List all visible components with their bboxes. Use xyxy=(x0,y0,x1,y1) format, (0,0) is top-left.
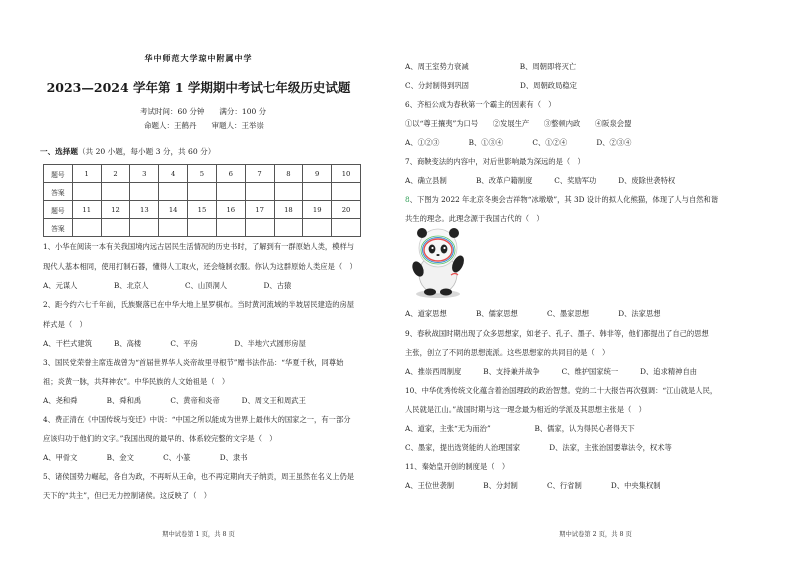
question-line: 天下的“共主”，但已无力控制诸侯。这反映了（ ） xyxy=(43,491,211,500)
answer-cell[interactable] xyxy=(159,219,188,237)
option-line: A、推崇西周制度 B、支持兼并战争 C、维护国家统一 D、追求精神自由 xyxy=(405,367,698,376)
option-line: C、墨家，提出选贤能的人治理国家 D、法家，主张治国要靠法令，权术等 xyxy=(405,443,672,452)
option-line: A、元谋人 B、北京人 C、山顶洞人 D、古猿 xyxy=(43,281,292,290)
grid-row-numbers-1 xyxy=(44,165,361,183)
grid-number: 1 xyxy=(72,165,101,183)
exam-time-score: 考试时间：60 分钟 满分：100 分 xyxy=(140,107,267,116)
grid-number: 18 xyxy=(274,201,303,219)
question-line: 5、诸侯国势力崛起，各自为政，不再听从王命，也不再定期向天子纳贡，周王虽然在名义上仍是 xyxy=(43,472,355,481)
option-line: A、确立县制 B、改革户籍制度 C、奖励军功 D、废除世袭特权 xyxy=(405,176,676,185)
answer-cell[interactable] xyxy=(332,219,361,237)
question-line: 4、费正清在《中国传统与变迁》中说：“中国之所以能成为世界上最伟大的国家之一，有一部分 xyxy=(43,415,351,424)
answer-cell[interactable] xyxy=(101,219,130,237)
section-heading xyxy=(40,147,215,157)
question-line: ①以“尊王攘夷”为口号 ②发展生产 ③整顿内政 ④阪泉会盟 xyxy=(405,119,632,128)
grid-number: 12 xyxy=(101,201,130,219)
question-number-8: 8 xyxy=(405,195,410,204)
question-line: 样式是（ ） xyxy=(43,320,87,329)
page-footer: 期中试卷第 1 页，共 8 页 xyxy=(162,531,235,538)
answer-cell[interactable] xyxy=(101,183,130,201)
option-line: A、王位世袭制 B、分封制 C、行省制 D、中央集权制 xyxy=(405,481,661,490)
grid-row-answers-1 xyxy=(44,183,361,201)
grid-number: 3 xyxy=(130,165,159,183)
question-line: 9、春秋战国时期出现了众多思想家，如老子、孔子、墨子、韩非等，他们都提出了自己的思想 xyxy=(405,329,709,338)
grid-number: 13 xyxy=(130,201,159,219)
answer-cell[interactable] xyxy=(216,219,245,237)
question-line: 人民就是江山。”战国时期与这一理念最为相近的学派及其思想主张是（ ） xyxy=(405,405,646,414)
mascot-image xyxy=(407,222,469,300)
option-line: A、甲骨文 B、金文 C、小篆 D、隶书 xyxy=(43,453,248,462)
answer-cell[interactable] xyxy=(216,183,245,201)
grid-number: 9 xyxy=(303,165,332,183)
answer-cell[interactable] xyxy=(274,183,303,201)
grid-label: 题号 xyxy=(44,165,73,183)
page-right xyxy=(397,0,794,561)
question-line: 1、小华在阅读一本有关我国境内远古居民生活情况的历史书时，了解到有一群原始人类，模样与 xyxy=(43,242,355,251)
grid-number: 8 xyxy=(274,165,303,183)
answer-cell[interactable] xyxy=(245,183,274,201)
question-line: 2、距今约六七千年前，氏族聚落已在中华大地上星罗棋布。当时黄河流域的半坡居民建造的房屋 xyxy=(43,300,355,309)
grid-number: 5 xyxy=(188,165,217,183)
grid-row-answers-2 xyxy=(44,219,361,237)
exam-title: 2023—2024 学年第 1 学期期中考试七年级历史试题 xyxy=(46,80,351,95)
answer-cell[interactable] xyxy=(188,219,217,237)
answer-cell[interactable] xyxy=(245,219,274,237)
question-line: 3、国民党荣誉主席连战曾为“首届世界华人炎帝故里寻根节”赠书法作品：“华夏千秋，同尊始 xyxy=(43,358,344,367)
question-line: 7、商鞅变法的内容中，对后世影响最为深远的是（ ） xyxy=(405,157,585,166)
answer-cell[interactable] xyxy=(188,183,217,201)
section-note: （共 20 小题，每小题 3 分，共 60 分） xyxy=(77,147,216,156)
answer-cell[interactable] xyxy=(130,219,159,237)
section-title: 一、选择题 xyxy=(40,147,78,156)
school-name: 华中师范大学琼中附属中学 xyxy=(144,53,253,63)
grid-label: 答案 xyxy=(44,183,73,201)
question-line: 共生的理念。此理念源于我国古代的（ ） xyxy=(405,214,544,223)
grid-number: 15 xyxy=(188,201,217,219)
option-line: A、周王室势力衰减 B、周朝即将灭亡 xyxy=(405,62,577,71)
grid-number: 6 xyxy=(216,165,245,183)
grid-number: 2 xyxy=(101,165,130,183)
answer-cell[interactable] xyxy=(332,183,361,201)
question-line: 6、齐桓公成为春秋第一个霸主的因素有（ ） xyxy=(405,100,556,109)
answer-grid xyxy=(43,164,361,237)
question-line: 祖；炎黄一脉，共拜神农”。中华民族的人文始祖是（ ） xyxy=(43,377,230,386)
option-line: A、①②③ B、①③④ C、①②④ D、②③④ xyxy=(405,138,632,147)
page-footer: 期中试卷第 2 页，共 8 页 xyxy=(559,531,632,538)
answer-cell[interactable] xyxy=(303,219,332,237)
grid-number: 11 xyxy=(72,201,101,219)
question-line: 现代人基本相同，使用打制石器，懂得人工取火，还会缝制衣服。你认为这群原始人类应是（ ） xyxy=(43,262,357,271)
question-line: 10、中华优秀传统文化蕴含着治国理政的政治智慧。党的二十大报告再次强调：“江山就是人民， xyxy=(405,386,718,395)
option-line: C、分封制得到巩固 D、周朝政局稳定 xyxy=(405,81,577,90)
grid-number: 4 xyxy=(159,165,188,183)
answer-cell[interactable] xyxy=(159,183,188,201)
grid-label: 题号 xyxy=(44,201,73,219)
grid-number: 17 xyxy=(245,201,274,219)
answer-cell[interactable] xyxy=(303,183,332,201)
exam-authors: 命题人：王鹤丹 审题人：王举崇 xyxy=(144,121,264,130)
option-line: A、道家思想 B、儒家思想 C、墨家思想 D、法家思想 xyxy=(405,309,661,318)
option-line: A、干栏式建筑 B、高楼 C、平房 D、半地穴式圆形房屋 xyxy=(43,339,306,348)
grid-number: 10 xyxy=(332,165,361,183)
question-8-text: 、下图为 2022 年北京冬奥会吉祥物“冰墩墩”，其 3D 设计的拟人化熊猫，体现了人与自然和谐 xyxy=(409,195,719,204)
grid-label: 答案 xyxy=(44,219,73,237)
answer-cell[interactable] xyxy=(72,219,101,237)
question-line: 应该归功于他们的文字。”我国出现的最早的、体系较完整的文字是（ ） xyxy=(43,434,277,443)
answer-cell[interactable] xyxy=(130,183,159,201)
grid-number: 20 xyxy=(332,201,361,219)
question-line: 主张，创立了不同的思想流派。这些思想家的共同目的是（ ） xyxy=(405,348,610,357)
question-line: 11、秦始皇开创的制度是（ ） xyxy=(405,462,510,471)
option-line: A、尧和舜 B、舜和禹 C、黄帝和炎帝 D、周文王和周武王 xyxy=(43,396,306,405)
grid-row-numbers-2 xyxy=(44,201,361,219)
grid-number: 16 xyxy=(216,201,245,219)
grid-number: 19 xyxy=(303,201,332,219)
option-line: A、道家，主张“无为而治” B、儒家，认为得民心者得天下 xyxy=(405,424,635,433)
answer-cell[interactable] xyxy=(72,183,101,201)
grid-number: 7 xyxy=(245,165,274,183)
answer-cell[interactable] xyxy=(274,219,303,237)
grid-number: 14 xyxy=(159,201,188,219)
question-line xyxy=(405,195,718,205)
